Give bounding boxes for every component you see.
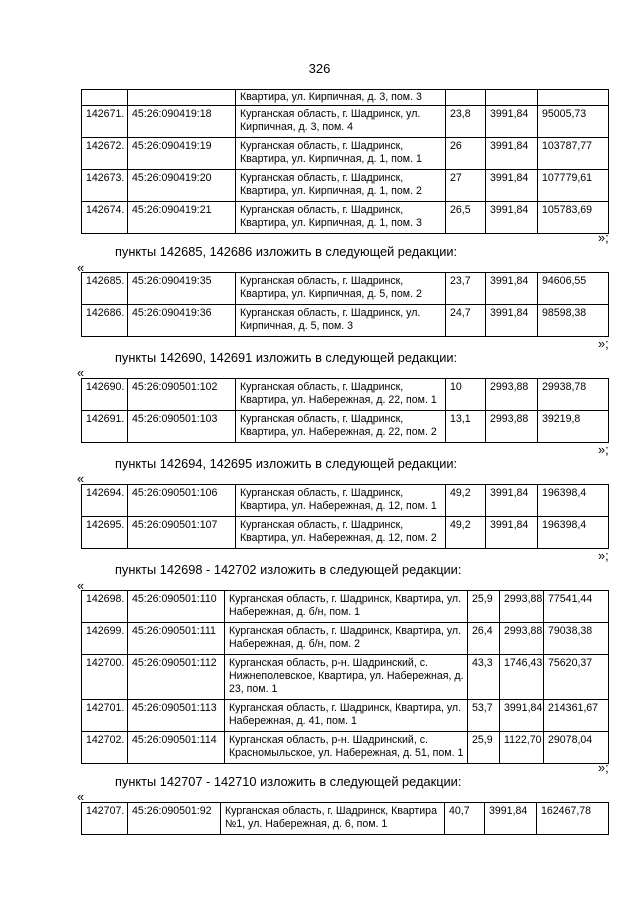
cell-address [236, 202, 446, 234]
cell-address [236, 273, 446, 305]
table-row [82, 273, 609, 305]
cell-value: 39219,8 [538, 411, 609, 443]
cell-area: 26,4 [468, 623, 500, 655]
cell-value: 103787,77 [538, 138, 609, 170]
cell-address [236, 379, 446, 411]
cell-area: 27 [446, 170, 486, 202]
cell-area: 23,8 [446, 106, 486, 138]
cell-area: 25,9 [468, 591, 500, 623]
amendment-intro: пункты 142707 - 142710 изложить в следующей редакции: [115, 774, 462, 789]
cell-address [236, 90, 446, 106]
address-line: Квартира, ул. Кирпичная, д. 3, пом. 3 [240, 91, 422, 103]
cell-value: 196398,4 [538, 517, 609, 549]
address-line: Красномыльское, ул. Набережная, д. 51, пом. 1 [229, 747, 464, 759]
cell-price: 3991,84 [486, 305, 538, 337]
amendment-intro: пункты 142698 - 142702 изложить в следующей редакции: [115, 562, 462, 577]
register-table [81, 378, 609, 443]
cell-price: 3991,84 [486, 517, 538, 549]
cell-value: 75620,37 [544, 655, 609, 700]
address-line: Курганская область, г. Шадринск, [240, 275, 404, 287]
cell-number: 142700. [82, 655, 128, 700]
address-line: Курганская область, р-н. Шадринский, с. [229, 734, 428, 746]
cell-number: 142707. [82, 803, 128, 835]
address-line: Курганская область, г. Шадринск, [240, 140, 404, 152]
cell-value: 29078,04 [544, 732, 609, 764]
cell-address [236, 138, 446, 170]
address-line: Квартира, ул. Набережная, д. 12, пом. 2 [240, 532, 437, 544]
table-row [82, 591, 609, 623]
register-table [81, 590, 609, 764]
closing-quote: »; [598, 442, 609, 457]
cell-value: 29938,78 [538, 379, 609, 411]
amendment-intro: пункты 142685, 142686 изложить в следующей редакции: [115, 244, 458, 259]
cell-number: 142699. [82, 623, 128, 655]
cell-address [236, 170, 446, 202]
address-line: Курганская область, г. Шадринск, [240, 381, 404, 393]
closing-quote: »; [598, 760, 609, 775]
cell-address [225, 700, 468, 732]
address-line: Нижнеполевское, Квартира, ул. Набережная, д. [229, 670, 464, 682]
register-table [81, 484, 609, 549]
cell-area: 26 [446, 138, 486, 170]
address-line: Курганская область, г. Шадринск, Квартира, ул. [229, 593, 462, 605]
cell-number: 142685. [82, 273, 128, 305]
table-row [82, 106, 609, 138]
address-line: Квартира, ул. Набережная, д. 22, пом. 2 [240, 426, 437, 438]
cell-area: 24,7 [446, 305, 486, 337]
cell-cadastral-number: 45:26:090501:92 [128, 803, 221, 835]
cell-value [538, 90, 609, 106]
address-line: Квартира, ул. Кирпичная, д. 5, пом. 2 [240, 288, 422, 300]
cell-cadastral-number: 45:26:090501:107 [128, 517, 236, 549]
cell-address [225, 655, 468, 700]
address-line: Кирпичная, д. 5, пом. 3 [240, 320, 354, 332]
cell-address [236, 106, 446, 138]
cell-address [225, 591, 468, 623]
cell-number: 142671. [82, 106, 128, 138]
address-line: Курганская область, г. Шадринск, Квартира [225, 805, 437, 817]
table-row [82, 803, 609, 835]
cell-address [236, 411, 446, 443]
cell-value: 94606,55 [538, 273, 609, 305]
cell-value: 196398,4 [538, 485, 609, 517]
cell-value: 107779,61 [538, 170, 609, 202]
cell-address [236, 517, 446, 549]
address-line: Набережная, д. 41, пом. 1 [229, 715, 357, 727]
cell-cadastral-number: 45:26:090419:18 [128, 106, 236, 138]
opening-quote: « [77, 260, 85, 275]
cell-price: 3991,84 [486, 273, 538, 305]
cell-area [446, 90, 486, 106]
opening-quote: « [77, 365, 85, 380]
amendment-intro: пункты 142694, 142695 изложить в следующей редакции: [115, 456, 458, 471]
cell-value: 79038,38 [544, 623, 609, 655]
amendment-intro: пункты 142690, 142691 изложить в следующей редакции: [115, 350, 458, 365]
cell-value: 95005,73 [538, 106, 609, 138]
cell-cadastral-number: 45:26:090501:106 [128, 485, 236, 517]
cell-number: 142691. [82, 411, 128, 443]
cell-area: 40,7 [445, 803, 485, 835]
cell-number: 142690. [82, 379, 128, 411]
table-row [82, 90, 609, 106]
cell-area: 13,1 [446, 411, 486, 443]
address-line: Курганская область, г. Шадринск, [240, 204, 404, 216]
opening-quote: « [77, 789, 85, 804]
cell-address [225, 732, 468, 764]
cell-number: 142672. [82, 138, 128, 170]
closing-quote: »; [598, 548, 609, 563]
address-line: №1, ул. Набережная, д. 6, пом. 1 [225, 818, 388, 830]
cell-price: 3991,84 [486, 106, 538, 138]
cell-price: 3991,84 [500, 700, 544, 732]
address-line: Курганская область, г. Шадринск, [240, 519, 404, 531]
opening-quote: « [77, 471, 85, 486]
cell-cadastral-number: 45:26:090501:113 [128, 700, 225, 732]
cell-cadastral-number: 45:26:090419:35 [128, 273, 236, 305]
cell-area: 26,5 [446, 202, 486, 234]
cell-cadastral-number: 45:26:090419:21 [128, 202, 236, 234]
address-line: Курганская область, р-н. Шадринский, с. [229, 657, 428, 669]
closing-quote: »; [598, 336, 609, 351]
cell-cadastral-number: 45:26:090501:103 [128, 411, 236, 443]
cell-area: 25,9 [468, 732, 500, 764]
address-line: Курганская область, г. Шадринск, ул. [240, 307, 421, 319]
cell-cadastral-number: 45:26:090419:20 [128, 170, 236, 202]
cell-value: 162467,78 [537, 803, 609, 835]
address-line: Курганская область, г. Шадринск, Квартира, ул. [229, 702, 462, 714]
cell-value: 105783,69 [538, 202, 609, 234]
cell-address [225, 623, 468, 655]
opening-quote: « [77, 578, 85, 593]
cell-price: 1746,43 [500, 655, 544, 700]
cell-price: 3991,84 [486, 170, 538, 202]
cell-cadastral-number: 45:26:090419:19 [128, 138, 236, 170]
cell-address [236, 485, 446, 517]
cell-address [236, 305, 446, 337]
cell-cadastral-number: 45:26:090419:36 [128, 305, 236, 337]
cell-value: 214361,67 [544, 700, 609, 732]
cell-price: 2993,88 [486, 411, 538, 443]
cell-area: 53,7 [468, 700, 500, 732]
address-line: Курганская область, г. Шадринск, ул. [240, 108, 421, 120]
cell-price: 2993,88 [486, 379, 538, 411]
cell-price: 2993,88 [500, 623, 544, 655]
cell-price: 3991,84 [486, 485, 538, 517]
address-line: Квартира, ул. Набережная, д. 12, пом. 1 [240, 500, 437, 512]
cell-number: 142694. [82, 485, 128, 517]
cell-number: 142702. [82, 732, 128, 764]
cell-cadastral-number: 45:26:090501:111 [128, 623, 225, 655]
cell-number: 142698. [82, 591, 128, 623]
register-table [81, 272, 609, 337]
address-line: Квартира, ул. Кирпичная, д. 1, пом. 2 [240, 185, 422, 197]
table-row [82, 700, 609, 732]
cell-number: 142673. [82, 170, 128, 202]
address-line: Кирпичная, д. 3, пом. 4 [240, 121, 354, 133]
cell-price: 1122,70 [500, 732, 544, 764]
cell-number: 142701. [82, 700, 128, 732]
address-line: Курганская область, г. Шадринск, [240, 413, 404, 425]
table-row [82, 655, 609, 700]
cell-cadastral-number: 45:26:090501:112 [128, 655, 225, 700]
address-line: Набережная, д. б/н, пом. 1 [229, 606, 361, 618]
table-row [82, 623, 609, 655]
cell-number: 142695. [82, 517, 128, 549]
cell-number [82, 90, 128, 106]
table-row [82, 379, 609, 411]
table-row [82, 138, 609, 170]
table-row [82, 732, 609, 764]
register-table [81, 802, 609, 835]
cell-cadastral-number: 45:26:090501:110 [128, 591, 225, 623]
cell-cadastral-number [128, 90, 236, 106]
cell-cadastral-number: 45:26:090501:102 [128, 379, 236, 411]
table-row [82, 305, 609, 337]
cell-area: 49,2 [446, 485, 486, 517]
table-row [82, 411, 609, 443]
cell-area: 49,2 [446, 517, 486, 549]
cell-number: 142686. [82, 305, 128, 337]
table-row [82, 170, 609, 202]
address-line: Квартира, ул. Кирпичная, д. 1, пом. 3 [240, 217, 422, 229]
address-line: Курганская область, г. Шадринск, Квартира, ул. [229, 625, 462, 637]
register-table-continued [81, 89, 609, 234]
page-number: 326 [308, 61, 331, 76]
address-line: 23, пом. 1 [229, 683, 278, 695]
cell-price: 3991,84 [486, 202, 538, 234]
address-line: Квартира, ул. Набережная, д. 22, пом. 1 [240, 394, 437, 406]
address-line: Набережная, д. б/н, пом. 2 [229, 638, 361, 650]
cell-value: 77541,44 [544, 591, 609, 623]
address-line: Курганская область, г. Шадринск, [240, 172, 404, 184]
closing-quote: »; [598, 230, 609, 245]
address-line: Квартира, ул. Кирпичная, д. 1, пом. 1 [240, 153, 422, 165]
cell-address [221, 803, 445, 835]
cell-value: 98598,38 [538, 305, 609, 337]
table-row [82, 485, 609, 517]
cell-price: 2993,88 [500, 591, 544, 623]
cell-number: 142674. [82, 202, 128, 234]
cell-area: 10 [446, 379, 486, 411]
cell-cadastral-number: 45:26:090501:114 [128, 732, 225, 764]
address-line: Курганская область, г. Шадринск, [240, 487, 404, 499]
table-row [82, 202, 609, 234]
cell-price: 3991,84 [485, 803, 537, 835]
cell-price [486, 90, 538, 106]
table-row [82, 517, 609, 549]
cell-area: 43,3 [468, 655, 500, 700]
cell-price: 3991,84 [486, 138, 538, 170]
cell-area: 23,7 [446, 273, 486, 305]
